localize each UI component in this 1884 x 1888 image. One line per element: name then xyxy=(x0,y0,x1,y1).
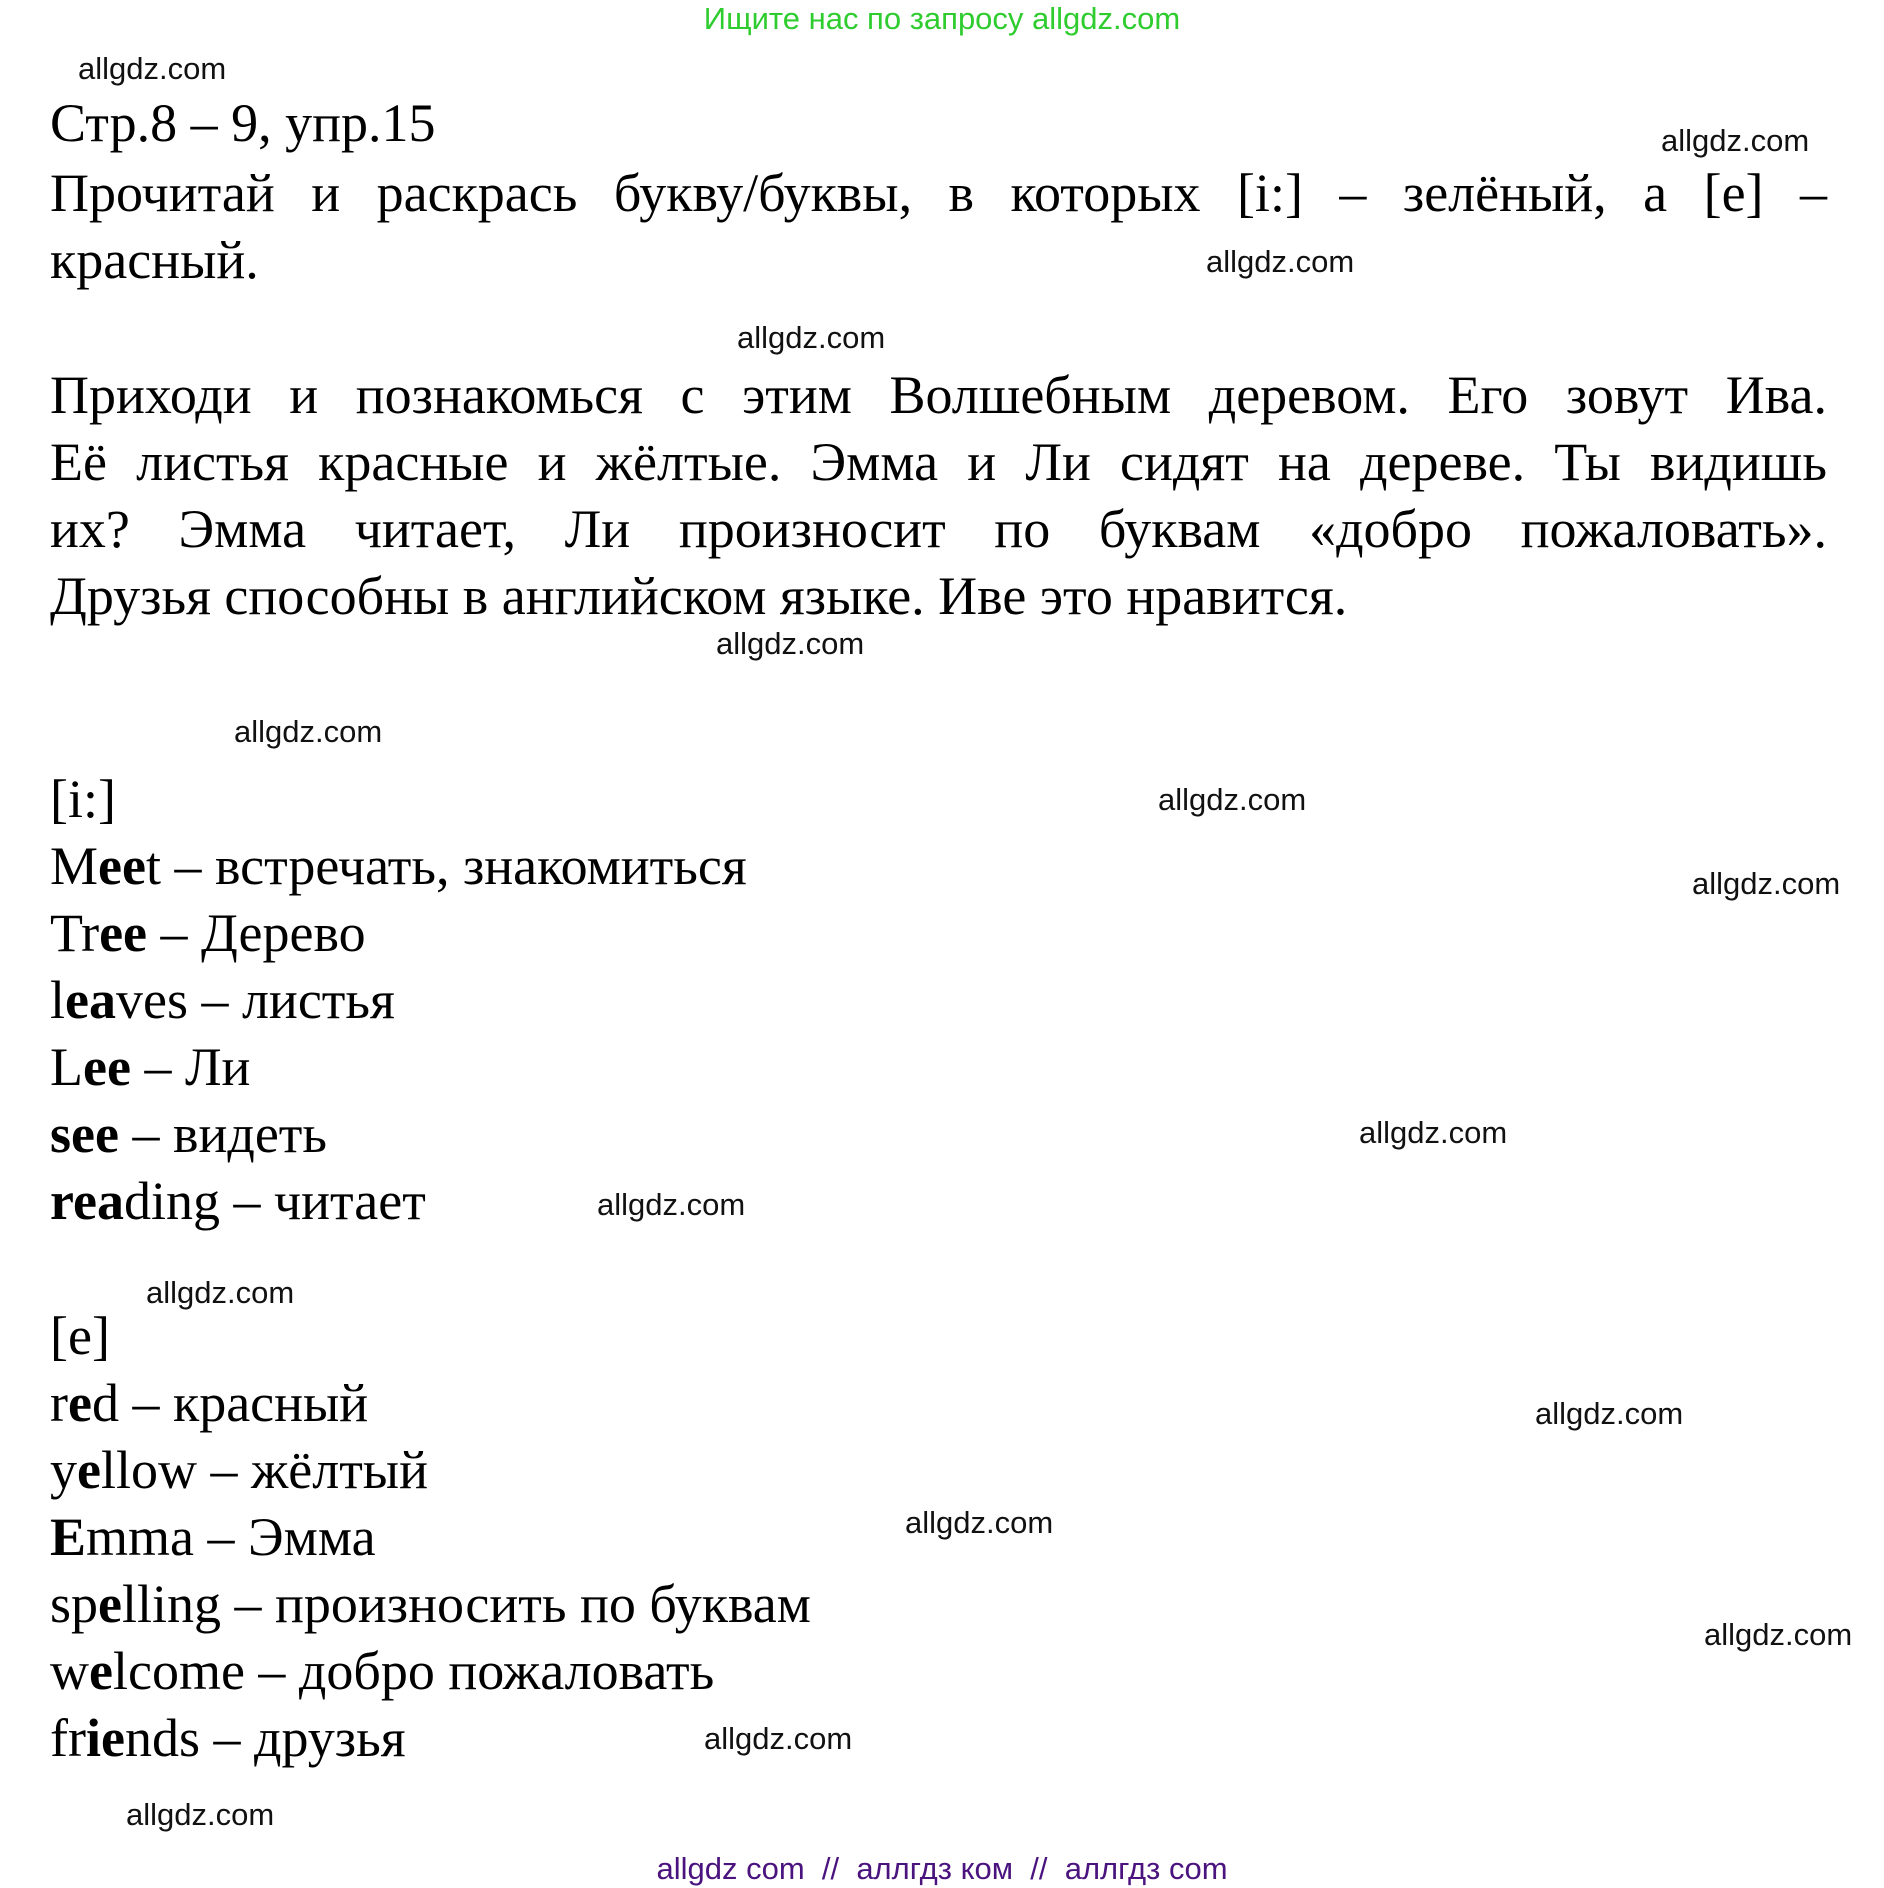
watermark: allgdz.com xyxy=(146,1275,295,1310)
highlighted-letters: ee xyxy=(98,836,146,896)
english-word xyxy=(50,903,147,963)
vocab-entry xyxy=(50,1705,406,1772)
word-part: r xyxy=(50,1373,68,1433)
russian-translation: – встречать, знакомиться xyxy=(160,836,747,896)
vocab-entry xyxy=(50,967,395,1034)
watermark: allgdz.com xyxy=(234,714,383,749)
word-part: fr xyxy=(50,1708,86,1768)
watermark: allgdz.com xyxy=(716,626,865,661)
watermark: allgdz.com xyxy=(737,320,886,355)
vocab-entry xyxy=(50,1437,428,1504)
word-part: d xyxy=(91,1373,119,1433)
english-word xyxy=(50,836,161,896)
paragraph-line: Её листья красные и жёлтые. Эмма и Ли сидят на дереве. Ты видишь xyxy=(50,432,1827,492)
english-word xyxy=(50,1104,119,1164)
watermark: allgdz.com xyxy=(126,1797,275,1832)
highlighted-letters: e xyxy=(89,1641,113,1701)
top-banner: Ищите нас по запросу allgdz.com xyxy=(703,1,1181,36)
english-word xyxy=(50,1574,221,1634)
paragraph-line: Друзья способны в английском языке. Иве это нравится. xyxy=(50,566,1348,626)
highlighted-letters: see xyxy=(50,1104,119,1164)
english-word xyxy=(50,1373,119,1433)
watermark: allgdz.com xyxy=(704,1721,853,1756)
word-part: w xyxy=(50,1641,89,1701)
word-part: t xyxy=(145,836,161,896)
russian-translation: – произносить по буквам xyxy=(221,1574,811,1634)
word-part: sp xyxy=(50,1574,99,1634)
highlighted-letters: rea xyxy=(50,1171,124,1231)
word-part: y xyxy=(50,1440,77,1500)
english-word xyxy=(50,1641,245,1701)
highlighted-letters: ea xyxy=(65,970,116,1030)
word-part: l xyxy=(50,970,66,1030)
instruction-line: красный. xyxy=(50,230,259,290)
english-word xyxy=(50,1171,220,1231)
watermark: allgdz.com xyxy=(597,1187,746,1222)
watermark: allgdz.com xyxy=(1692,866,1841,901)
russian-translation: – Ли xyxy=(130,1037,251,1097)
russian-translation: – листья xyxy=(187,970,395,1030)
word-part: ding xyxy=(123,1171,220,1231)
paragraph-line: Приходи и познакомься с этим Волшебным деревом. Его зовут Ива. xyxy=(50,365,1827,425)
watermark: allgdz.com xyxy=(1158,782,1307,817)
english-word xyxy=(50,970,188,1030)
section-i-heading: [i:] xyxy=(50,769,116,829)
translation-paragraph xyxy=(50,362,1827,630)
vocab-entry xyxy=(50,1101,327,1168)
english-word xyxy=(50,1507,194,1567)
vocab-entry xyxy=(50,1370,368,1437)
vocab-entry xyxy=(50,1638,714,1705)
exercise-title: Стр.8 – 9, упр.15 xyxy=(50,93,436,153)
russian-translation: – красный xyxy=(118,1373,369,1433)
russian-translation: – читает xyxy=(219,1171,426,1231)
highlighted-letters: e xyxy=(77,1440,101,1500)
english-word xyxy=(50,1708,200,1768)
russian-translation: – друзья xyxy=(199,1708,406,1768)
highlighted-letters: ee xyxy=(99,903,148,963)
highlighted-letters: e xyxy=(98,1574,122,1634)
instruction-line: Прочитай и раскрась букву/буквы, в которых [i:] – зелёный, а [e] – xyxy=(50,163,1827,223)
russian-translation: – добро пожаловать xyxy=(244,1641,715,1701)
word-part: lling xyxy=(121,1574,221,1634)
word-part: L xyxy=(50,1037,83,1097)
word-part: llow xyxy=(100,1440,197,1500)
watermark: allgdz.com xyxy=(1535,1396,1684,1431)
vocab-entry xyxy=(50,1504,376,1571)
vocab-entry xyxy=(50,1571,811,1638)
section-e-heading: [e] xyxy=(50,1306,110,1366)
vocab-entry xyxy=(50,1168,426,1235)
highlighted-letters: E xyxy=(50,1507,87,1567)
word-part: lcome xyxy=(112,1641,245,1701)
word-part: ves xyxy=(115,970,188,1030)
bottom-banner: allgdz com // аллгдз ком // аллгдз com xyxy=(656,1851,1228,1886)
english-word xyxy=(50,1037,131,1097)
watermark: allgdz.com xyxy=(1704,1617,1853,1652)
word-part: Tr xyxy=(50,903,100,963)
russian-translation: – Эмма xyxy=(194,1507,376,1567)
instruction xyxy=(50,160,1827,294)
vocab-entry xyxy=(50,1034,250,1101)
watermark: allgdz.com xyxy=(1359,1115,1508,1150)
watermark: allgdz.com xyxy=(905,1505,1054,1540)
watermark: allgdz.com xyxy=(1206,244,1355,279)
word-part: M xyxy=(50,836,99,896)
highlighted-letters: ie xyxy=(85,1708,125,1768)
english-word xyxy=(50,1440,197,1500)
highlighted-letters: e xyxy=(67,1373,92,1433)
paragraph-line: их? Эмма читает, Ли произносит по буквам «добро пожаловать». xyxy=(50,499,1827,559)
vocab-entry xyxy=(50,900,366,967)
word-part: nds xyxy=(124,1708,200,1768)
russian-translation: – Дерево xyxy=(147,903,366,963)
highlighted-letters: ee xyxy=(83,1037,131,1097)
russian-translation: – видеть xyxy=(118,1104,328,1164)
word-part: mma xyxy=(86,1507,195,1567)
vocab-entry xyxy=(50,833,747,900)
russian-translation: – жёлтый xyxy=(196,1440,428,1500)
watermark: allgdz.com xyxy=(78,51,227,86)
watermark: allgdz.com xyxy=(1661,123,1810,158)
